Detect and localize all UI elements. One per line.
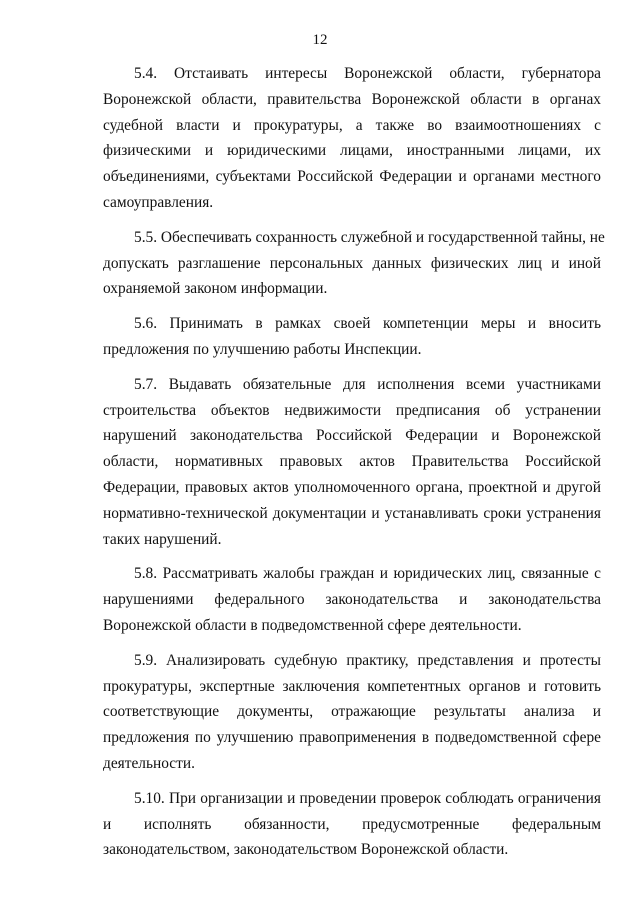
text-line: нарушений законодательства Российской Федерации и Воронежской [103,427,601,445]
text-line: соответствующие документы, отражающие результаты анализа и [103,703,601,721]
paragraph-5-6 [103,311,601,363]
text-line: предложения по улучшению правоприменения в подведомственной сфере [103,729,601,747]
text-line: нарушениями федерального законодательства и законодательства [103,591,601,609]
text-line: нормативно-технической документации и устанавливать сроки устранения [103,504,601,522]
text-line: прокуратуры, экспертные заключения компетентных органов и готовить [103,677,601,695]
paragraph-5-9 [103,648,601,777]
text-line: предложения по улучшению работы Инспекции. [103,340,422,358]
text-line: 5.9. Анализировать судебную практику, представления и протесты [134,651,601,669]
text-line: 5.6. Принимать в рамках своей компетенции меры и вносить [134,315,601,333]
text-line: области, нормативных правовых актов Правительства Российской [103,453,601,471]
document-body [103,61,605,872]
paragraph-5-10 [103,786,601,863]
paragraph-5-7 [103,372,601,553]
text-line: Воронежской области, правительства Воронежской области в органах [103,90,601,108]
text-line: и исполнять обязанности, предусмотренные федеральным [103,815,601,833]
text-line: 5.4. Отстаивать интересы Воронежской области, губернатора [134,65,601,82]
text-line: самоуправления. [103,193,214,211]
text-line: охраняемой законом информации. [103,280,328,298]
text-line: судебной власти и прокуратуры, а также во взаимоотношениях с [103,116,601,134]
text-line: строительства объектов недвижимости предписания об устранении [103,401,601,419]
paragraph-5-5 [103,225,605,302]
text-line: деятельности. [103,754,195,772]
text-line: 5.7. Выдавать обязательные для исполнения всеми участниками [134,375,601,393]
text-line: 5.5. Обеспечивать сохранность служебной и государственной тайны, не [134,228,605,246]
text-line: физическими и юридическими лицами, иностранными лицами, их [103,142,601,160]
text-line: Федерации, правовых актов уполномоченного органа, проектной и другой [103,478,601,496]
paragraph-5-4 [103,61,601,216]
text-line: допускать разглашение персональных данных физических лиц и иной [103,254,601,272]
text-line: объединениями, субъектами Российской Федерации и органами местного [103,168,601,186]
text-line: законодательством, законодательством Воронежской области. [103,841,509,859]
paragraph-5-8 [103,561,601,638]
text-line: 5.8. Рассматривать жалобы граждан и юридических лиц, связанные с [134,565,601,583]
page-number: 12 [312,32,328,48]
text-line: таких нарушений. [103,530,222,548]
text-line: Воронежской области в подведомственной сфере деятельности. [103,616,522,634]
text-line: 5.10. При организации и проведении проверок соблюдать ограничения [134,789,601,807]
